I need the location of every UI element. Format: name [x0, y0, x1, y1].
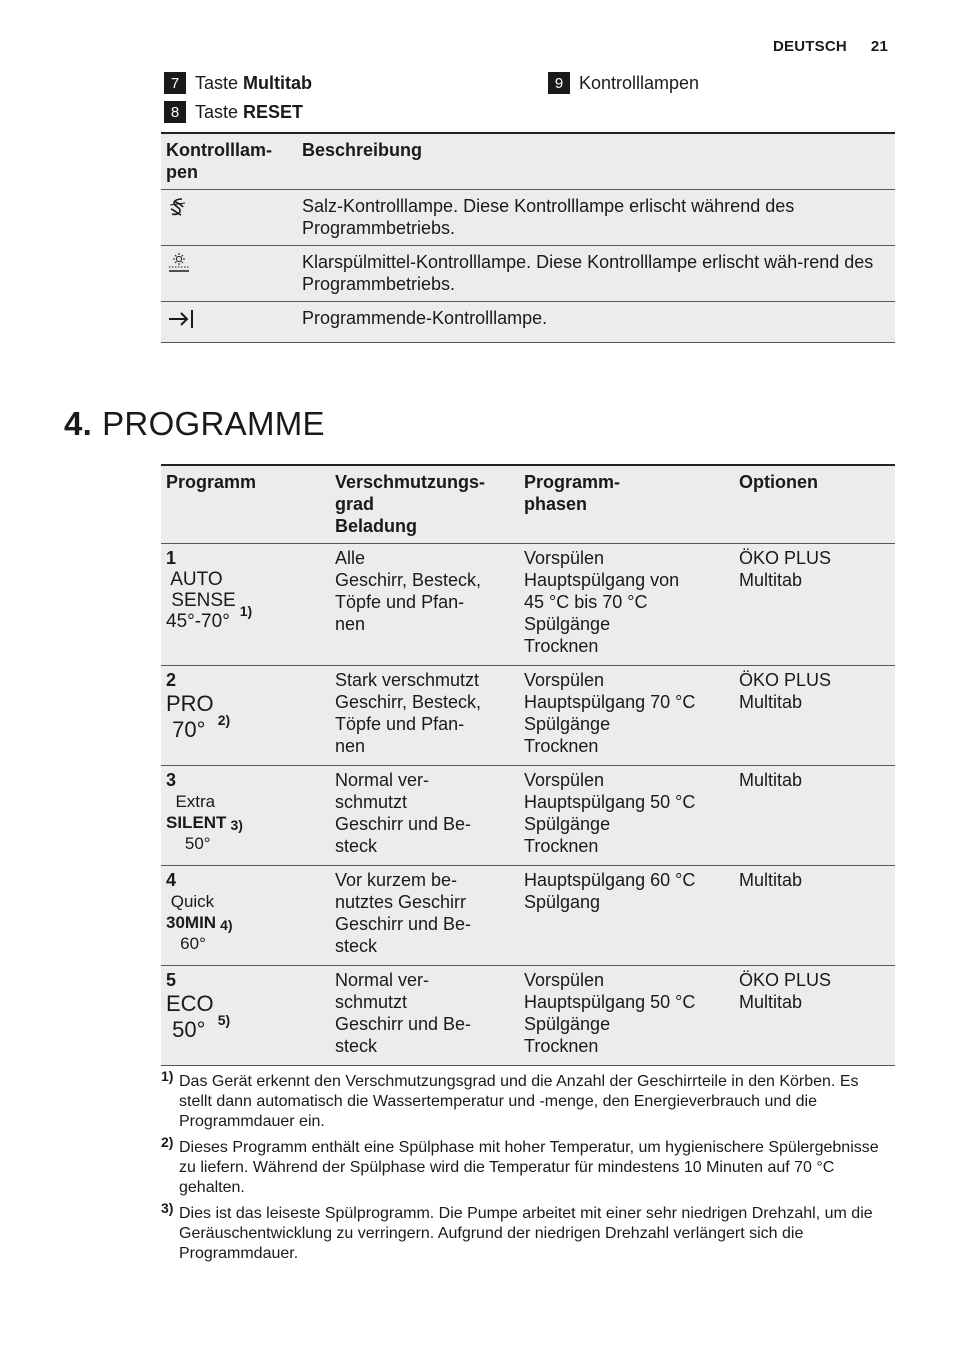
program-cell — [161, 866, 330, 966]
program-cell — [161, 766, 330, 866]
program-cell — [161, 666, 330, 766]
table-row — [161, 302, 895, 343]
lamp-icon-cell — [161, 302, 297, 343]
footnote-ref: 3) — [230, 817, 243, 833]
column-header-options: Optionen — [739, 472, 818, 492]
program-number: 2 — [166, 670, 177, 690]
column-header-description: Beschreibung — [302, 140, 423, 160]
column-header-soil-level: Verschmutzungs- grad Beladung — [335, 472, 486, 536]
column-header-lamps: Kontrolllam- pen — [166, 140, 272, 182]
legend-label: Multitab — [243, 72, 313, 93]
options-cell: ÖKO PLUS Multitab — [739, 670, 832, 712]
soil-cell: Normal ver- schmutzt Geschirr und Be- steck — [335, 970, 472, 1056]
legend-prefix: Taste — [195, 101, 244, 122]
program-number: 3 — [166, 770, 177, 790]
table-row — [161, 666, 895, 766]
options-cell: ÖKO PLUS Multitab — [739, 970, 832, 1012]
footnote-mark: 3) — [161, 1200, 174, 1216]
rinse-aid-icon — [166, 251, 192, 275]
phases-cell: Vorspülen Hauptspülgang 50 °C Spülgänge Trocknen — [524, 770, 696, 856]
legend-item-8 — [164, 101, 303, 123]
program-number: 1 — [166, 548, 177, 568]
section-number: 4. — [64, 405, 93, 442]
program-symbol: Quick 30MIN 60° — [166, 892, 217, 953]
end-arrow-icon — [166, 307, 196, 331]
table-row — [161, 544, 895, 666]
table-row — [161, 766, 895, 866]
column-header-phases: Programm- phasen — [524, 472, 621, 514]
program-symbol: PRO 70° — [166, 691, 214, 742]
lamp-description: Klarspülmittel-Kontrolllampe. Diese Kontrolllampe erlischt wäh-rend des Programmbetriebs. — [302, 252, 874, 294]
phases-cell: Vorspülen Hauptspülgang von 45 °C bis 70 °C Spülgänge Trocknen — [524, 548, 680, 656]
footnotes — [161, 1068, 891, 1270]
program-symbol: Extra SILENT 50° — [166, 792, 227, 853]
table-header-row — [161, 465, 895, 544]
lamp-icon-cell — [161, 246, 297, 302]
page-number: 21 — [870, 38, 888, 55]
page-header — [773, 38, 888, 55]
program-cell — [161, 544, 330, 666]
legend-label: RESET — [243, 101, 304, 122]
footnote — [161, 1068, 891, 1132]
program-number: 5 — [166, 970, 177, 990]
legend-item-9 — [548, 72, 699, 94]
footnote-mark: 2) — [161, 1134, 174, 1150]
program-symbol: AUTO SENSE 45°-70° — [166, 569, 236, 632]
options-cell: Multitab — [739, 870, 803, 890]
footnote-ref: 4) — [220, 917, 233, 933]
footnote-text: Dieses Programm enthält eine Spülphase mit hoher Temperatur, um hygienischere Spülergebnisse zu liefern. Während der Spülphase wird die Temperatur für mindestens 10 Minuten auf 70 °C gehalten. — [179, 1139, 879, 1196]
table-row — [161, 966, 895, 1066]
legend-number: 7 — [164, 72, 186, 94]
options-cell: Multitab — [739, 770, 803, 790]
footnote-text: Dies ist das leiseste Spülprogramm. Die Pumpe arbeitet mit einer sehr niedrigen Drehzahl, um die Geräuschentwicklung zu verringern. Aufgrund der niedrigen Drehzahl verlängert sich die Programmdauer. — [179, 1205, 873, 1262]
column-header-program: Programm — [166, 472, 257, 492]
phases-cell: Vorspülen Hauptspülgang 50 °C Spülgänge Trocknen — [524, 970, 696, 1056]
program-cell — [161, 966, 330, 1066]
footnote-text: Das Gerät erkennt den Verschmutzungsgrad und die Anzahl der Geschirrteile in den Körben. Es stellt dann automatisch die Wassertemperatur und -menge, den Energieverbrauch und die Programmdauer ein. — [179, 1073, 859, 1130]
lamp-description: Programmende-Kontrolllampe. — [302, 308, 548, 328]
indicator-lamp-table — [161, 132, 895, 343]
lamp-icon-cell — [161, 190, 297, 246]
footnote-ref: 2) — [217, 712, 231, 728]
legend-item-7 — [164, 72, 312, 94]
salt-icon — [166, 195, 190, 219]
legend-label: Kontrolllampen — [579, 72, 700, 93]
program-number: 4 — [166, 870, 177, 890]
soil-cell: Alle Geschirr, Besteck, Töpfe und Pfan- nen — [335, 548, 482, 634]
phases-cell: Hauptspülgang 60 °C Spülgang — [524, 870, 696, 912]
section-heading — [64, 405, 325, 443]
legend-number: 8 — [164, 101, 186, 123]
legend-number: 9 — [548, 72, 570, 94]
program-table — [161, 464, 895, 1066]
soil-cell: Normal ver- schmutzt Geschirr und Be- steck — [335, 770, 472, 856]
legend-prefix: Taste — [195, 72, 244, 93]
options-cell: ÖKO PLUS Multitab — [739, 548, 832, 590]
footnote-ref: 1) — [239, 603, 253, 619]
lamp-description: Salz-Kontrolllampe. Diese Kontrolllampe erlischt während des Programmbetriebs. — [302, 196, 795, 238]
section-title: PROGRAMME — [102, 405, 325, 442]
footnote-ref: 5) — [217, 1012, 231, 1028]
phases-cell: Vorspülen Hauptspülgang 70 °C Spülgänge Trocknen — [524, 670, 696, 756]
language-label: DEUTSCH — [773, 38, 847, 55]
soil-cell: Stark verschmutzt Geschirr, Besteck, Töpfe und Pfan- nen — [335, 670, 482, 756]
program-symbol: ECO 50° — [166, 991, 214, 1042]
footnote-mark: 1) — [161, 1068, 174, 1084]
soil-cell: Vor kurzem be- nutztes Geschirr Geschirr und Be- steck — [335, 870, 472, 956]
table-header-row — [161, 133, 895, 190]
footnote — [161, 1200, 891, 1264]
footnote — [161, 1134, 891, 1198]
table-row — [161, 190, 895, 246]
table-row — [161, 246, 895, 302]
table-row — [161, 866, 895, 966]
